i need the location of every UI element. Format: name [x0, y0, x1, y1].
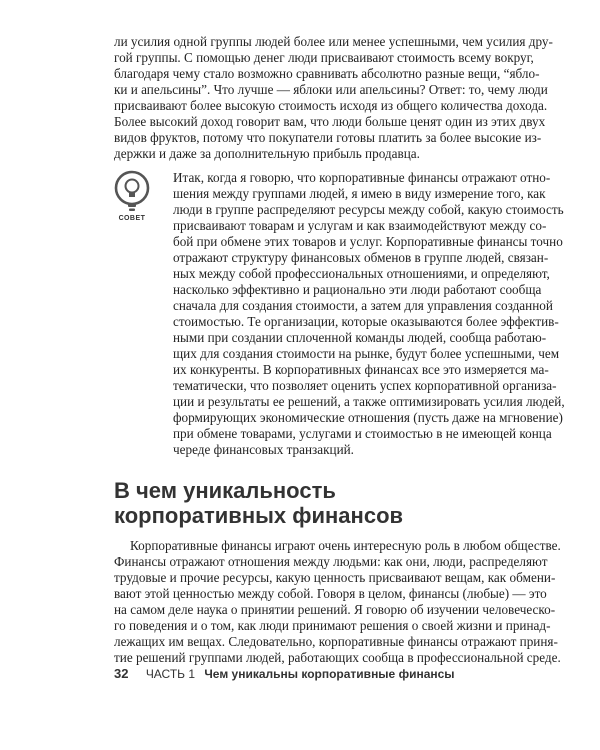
text-line: ли усилия одной группы людей более или менее успешными, чем усилия дру-	[114, 34, 553, 49]
text-line: тие решений группами людей, работающих сообща в профессиональной среде.	[114, 650, 561, 665]
text-line: ки и апельсины”. Что лучше — яблоки или апельсины? Ответ: то, чему люди	[114, 82, 548, 97]
tip-line: при обмене товарами, услугами и стоимостью в не имеющей конца	[173, 426, 552, 441]
tip-line: стоимостью. Те организации, которые оказываются более эффектив-	[173, 314, 559, 329]
tip-line: ными при создании сплоченной команды людей, сообща работаю-	[173, 330, 547, 345]
text-line: Финансы отражают отношения между людьми: как они, люди, распределяют	[114, 554, 548, 569]
tip-line: их конкуренты. В корпоративных финансах все это измеряется ма-	[173, 362, 549, 377]
tip-line: череде финансовых транзакций.	[173, 442, 354, 457]
intro-paragraph	[114, 34, 553, 162]
text-line: трудовые и прочие ресурсы, какую ценность присваивают вещам, как обмени-	[114, 570, 556, 585]
text-line: Корпоративные финансы играют очень интересную роль в любом обществе.	[130, 538, 561, 553]
tip-line: щих для создания стоимости на рынке, будут более успешными, чем	[173, 346, 560, 361]
tip-line: Итак, когда я говорю, что корпоративные финансы отражают отно-	[173, 170, 551, 185]
text-line: присваивают более высокую стоимость исходя из общего количества дохода.	[114, 98, 548, 113]
text-line: держки и даже за дополнительную прибыль продавца.	[114, 146, 420, 161]
section-paragraph	[114, 538, 561, 666]
tip-paragraph	[173, 170, 565, 458]
heading-line: корпоративных финансов	[114, 503, 404, 528]
text-line: вают этой ценностью между собой. Говоря в целом, финансы (любые) — это	[114, 586, 547, 601]
text-line: Более высокий доход говорит вам, что люди больше ценят один из этих двух	[114, 114, 546, 129]
tip-line: отражают структуру финансовых обменов в группе людей, связан-	[173, 250, 549, 265]
tip-line: насколько эффективно и рационально эти люди работают сообща	[173, 282, 542, 297]
tip-line: ных между собой профессиональных отношениями, и определяют,	[173, 266, 550, 281]
tip-line: шения между группами людей, я имею в виду измерение того, как	[173, 186, 546, 201]
tip-line: присваивают товарам и услугам и как взаимодействуют между со-	[173, 218, 547, 233]
tip-line: тематически, что позволяет оценить успех корпоративной организа-	[173, 378, 557, 393]
tip-line: ции и результаты ее решений, а также оптимизировать усилия людей,	[173, 394, 565, 409]
section-heading	[114, 478, 534, 528]
text-line: на самом деле наука о принятии решений. Я говорю об изучении человеческо-	[114, 602, 556, 617]
tip-label: СОВЕТ	[118, 215, 146, 222]
tip-line: люди в группе распределяют ресурсы между собой, какую стоимость	[173, 202, 564, 217]
text-line: видов фруктов, потому что покупатели готовы платить за более высокие из-	[114, 130, 542, 145]
heading-line: В чем уникальность	[114, 478, 336, 503]
tip-line: сначала для создания стоимости, а затем для управления созданной	[173, 298, 553, 313]
text-line: гой группы. С помощью денег люди присваивают стоимость всему вокруг,	[114, 50, 534, 65]
part-label: ЧАСТЬ 1	[145, 667, 196, 681]
lightbulb-icon	[114, 170, 150, 216]
text-line: го поведения и о том, как люди принимают решения о своей жизни и принад-	[114, 618, 551, 633]
chapter-title: Чем уникальны корпоративные финансы	[204, 667, 455, 681]
page-footer	[114, 666, 534, 681]
tip-line: бой при обмене этих товаров и услуг. Корпоративные финансы точно	[173, 234, 563, 249]
text-line: благодаря чему стало возможно сравнивать абсолютно разные вещи, “ябло-	[114, 66, 540, 81]
tip-line: формирующих экономические отношения (пусть даже на мгновение)	[173, 410, 563, 425]
page-number: 32	[114, 666, 129, 681]
text-line: лежащих им вещах. Следовательно, корпоративные финансы отражают приня-	[114, 634, 558, 649]
